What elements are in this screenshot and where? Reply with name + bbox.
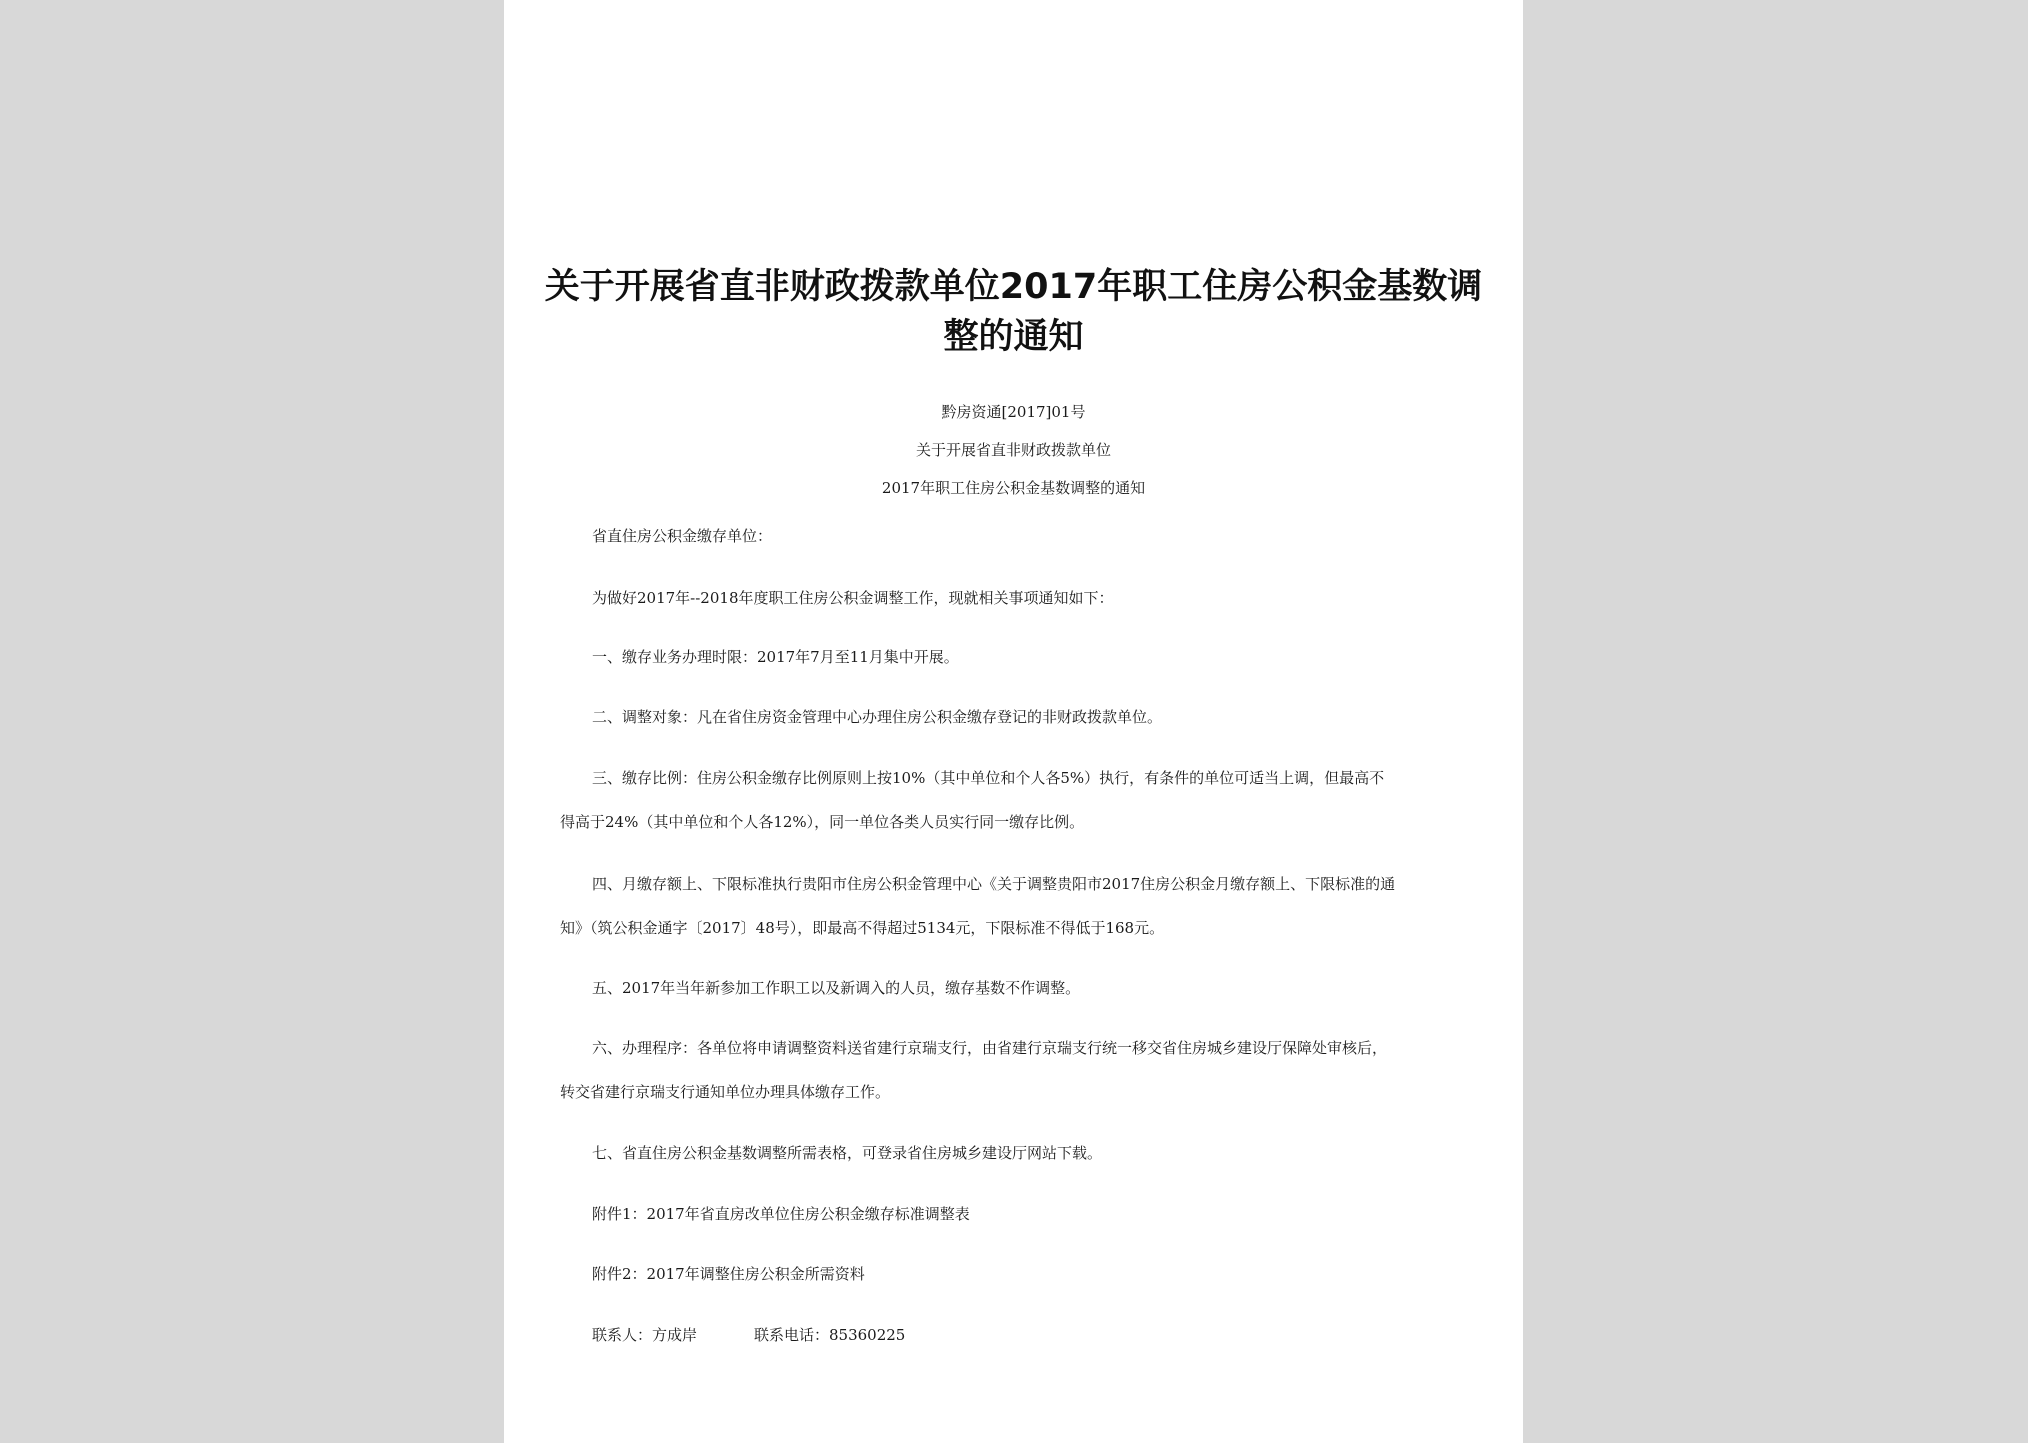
item-6-line-1: 六、办理程序：各单位将申请调整资料送省建行京瑞支行，由省建行京瑞支行统一移交省住房城乡建设厅保障处审核后， (592, 1039, 1388, 1057)
salutation: 省直住房公积金缴存单位： (592, 527, 773, 545)
item-5: 五、2017年当年新参加工作职工以及新调入的人员，缴存基数不作调整。 (592, 979, 1081, 997)
subtitle-line-1: 关于开展省直非财政拨款单位 (915, 441, 1111, 459)
subtitle-line-2: 2017年职工住房公积金基数调整的通知 (881, 479, 1146, 497)
item-3-line-2: 得高于24%（其中单位和个人各12%），同一单位各类人员实行同一缴存比例。 (560, 813, 1085, 831)
document-title: 关于开展省直非财政拨款单位2017年职工住房公积金基数调整的通知 (544, 267, 1483, 357)
contact-phone: 联系电话：85360225 (754, 1326, 906, 1344)
item-4-line-2: 知》（筑公积金通字〔2017〕48号），即最高不得超过5134元，下限标准不得低于168元。 (560, 919, 1165, 937)
intro-paragraph: 为做好2017年--2018年度职工住房公积金调整工作，现就相关事项通知如下： (592, 589, 1114, 607)
attachment-1: 附件1：2017年省直房改单位住房公积金缴存标准调整表 (592, 1205, 970, 1223)
item-2: 二、调整对象：凡在省住房资金管理中心办理住房公积金缴存登记的非财政拨款单位。 (592, 708, 1163, 726)
item-3-line-1: 三、缴存比例：住房公积金缴存比例原则上按10%（其中单位和个人各5%）执行，有条件的单位可适当上调，但最高不 (592, 769, 1385, 787)
item-4-line-1: 四、月缴存额上、下限标准执行贵阳市住房公积金管理中心《关于调整贵阳市2017住房公积金月缴存额上、下限标准的通 (592, 875, 1396, 893)
contact-person: 联系人：方成岸 (592, 1326, 698, 1344)
document-number: 黔房资通[2017]01号 (941, 403, 1086, 421)
item-1: 一、缴存业务办理时限：2017年7月至11月集中开展。 (592, 648, 959, 666)
item-7: 七、省直住房公积金基数调整所需表格，可登录省住房城乡建设厅网站下载。 (592, 1144, 1103, 1162)
attachment-2: 附件2：2017年调整住房公积金所需资料 (592, 1265, 865, 1283)
item-6-line-2: 转交省建行京瑞支行通知单位办理具体缴存工作。 (560, 1083, 891, 1101)
document-page (504, 0, 1523, 1443)
